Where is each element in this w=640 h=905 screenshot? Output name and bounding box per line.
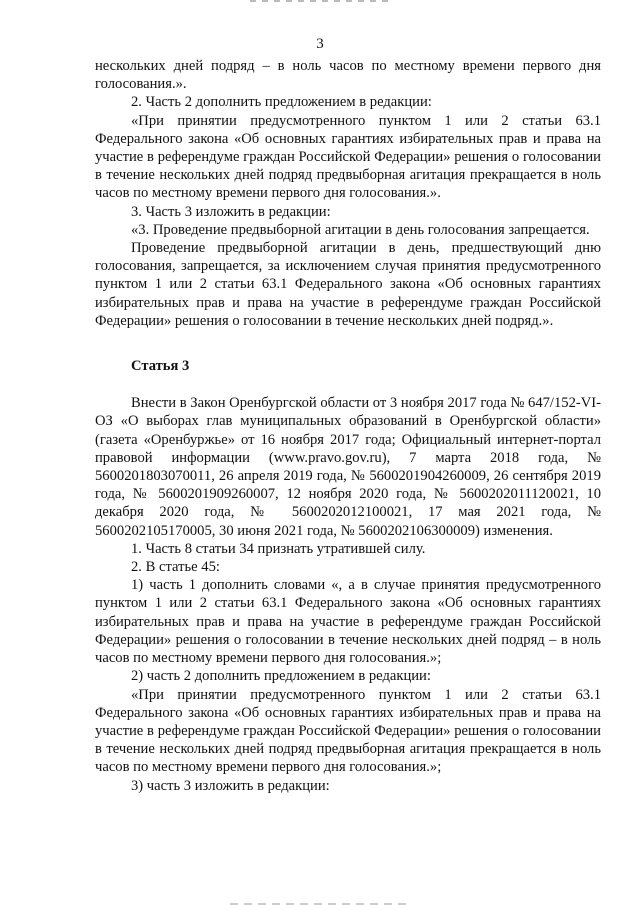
paragraph: Проведение предвыборной агитации в день, предшествующий дню голосования, запрещается, за исключением случая принятия предусмотренного пунктом 1 или 2 статьи 63.1 Федерального закона «Об основных гарантиях избирательных прав и права на участие в референдуме граждан Российской Федерации» решения о голосовании в течение нескольких дней подряд.». (95, 240, 601, 329)
paragraph: 2. В статье 45: (131, 559, 220, 576)
paragraph: Внести в Закон Оренбургской области от 3 ноября 2017 года № 647/152-VI-ОЗ «О выборах глав муниципальных образований в Оренбургской области» (газета «Оренбуржье» от 16 ноября 2017 года; Официальный интернет-портал правовой информации (www.pravo.gov.ru), 7 марта 2018 года, № 5600201803070011, 26 апреля 2019 года, № 5600201904260009, 26 сентября 2019 года, № 5600201909260007, 12 ноября 2020 года, № 5600202011120021, 10 декабря 2020 года, № 5600202012100021, 17 мая 2021 года, № 5600202105170005, 30 июня 2021 года, № 5600202106300009) изменения. (95, 395, 601, 539)
article-heading: Статья 3 (131, 358, 190, 375)
paragraph: 2. Часть 2 дополнить предложением в редакции: (131, 94, 432, 111)
scan-edge-top (250, 0, 390, 2)
paragraph: «При принятии предусмотренного пунктом 1 или 2 статьи 63.1 Федерального закона «Об основных гарантиях избирательных прав и права на участие в референдуме граждан Российской Федерации» решения о голосовании в течение нескольких дней подряд предвыборная агитация прекращается в ноль часов по местному времени первого дня голосования.». (95, 112, 601, 202)
paragraph: «3. Проведение предвыборной агитации в день голосования запрещается. (131, 221, 590, 238)
paragraph: 2) часть 2 дополнить предложением в редакции: (131, 668, 431, 685)
section-gap (95, 330, 601, 357)
document-body (95, 57, 601, 795)
paragraph: 1) часть 1 дополнить словами «, а в случае принятия предусмотренного пунктом 1 или 2 статьи 63.1 Федерального закона «Об основных гарантиях избирательных прав и права на участие в референдуме граждан Российской Федерации» решения о голосовании в течение нескольких дней подряд – в ноль часов по местному времени первого дня голосования.»; (95, 577, 601, 667)
paragraph: нескольких дней подряд – в ноль часов по местному времени первого дня голосования.». (95, 58, 601, 93)
paragraph: 1. Часть 8 статьи 34 признать утратившей силу. (131, 540, 426, 557)
page-number: 3 (316, 36, 324, 52)
paragraph: 3) часть 3 изложить в редакции: (131, 777, 330, 794)
paragraph: «При принятии предусмотренного пунктом 1 или 2 статьи 63.1 Федерального закона «Об основных гарантиях избирательных прав и права на участие в референдуме граждан Российской Федерации» решения о голосовании в течение нескольких дней подряд предвыборная агитация прекращается в ноль часов по местному времени первого дня голосования.»; (95, 686, 601, 776)
paragraph: 3. Часть 3 изложить в редакции: (131, 203, 331, 220)
section-gap (95, 375, 601, 394)
